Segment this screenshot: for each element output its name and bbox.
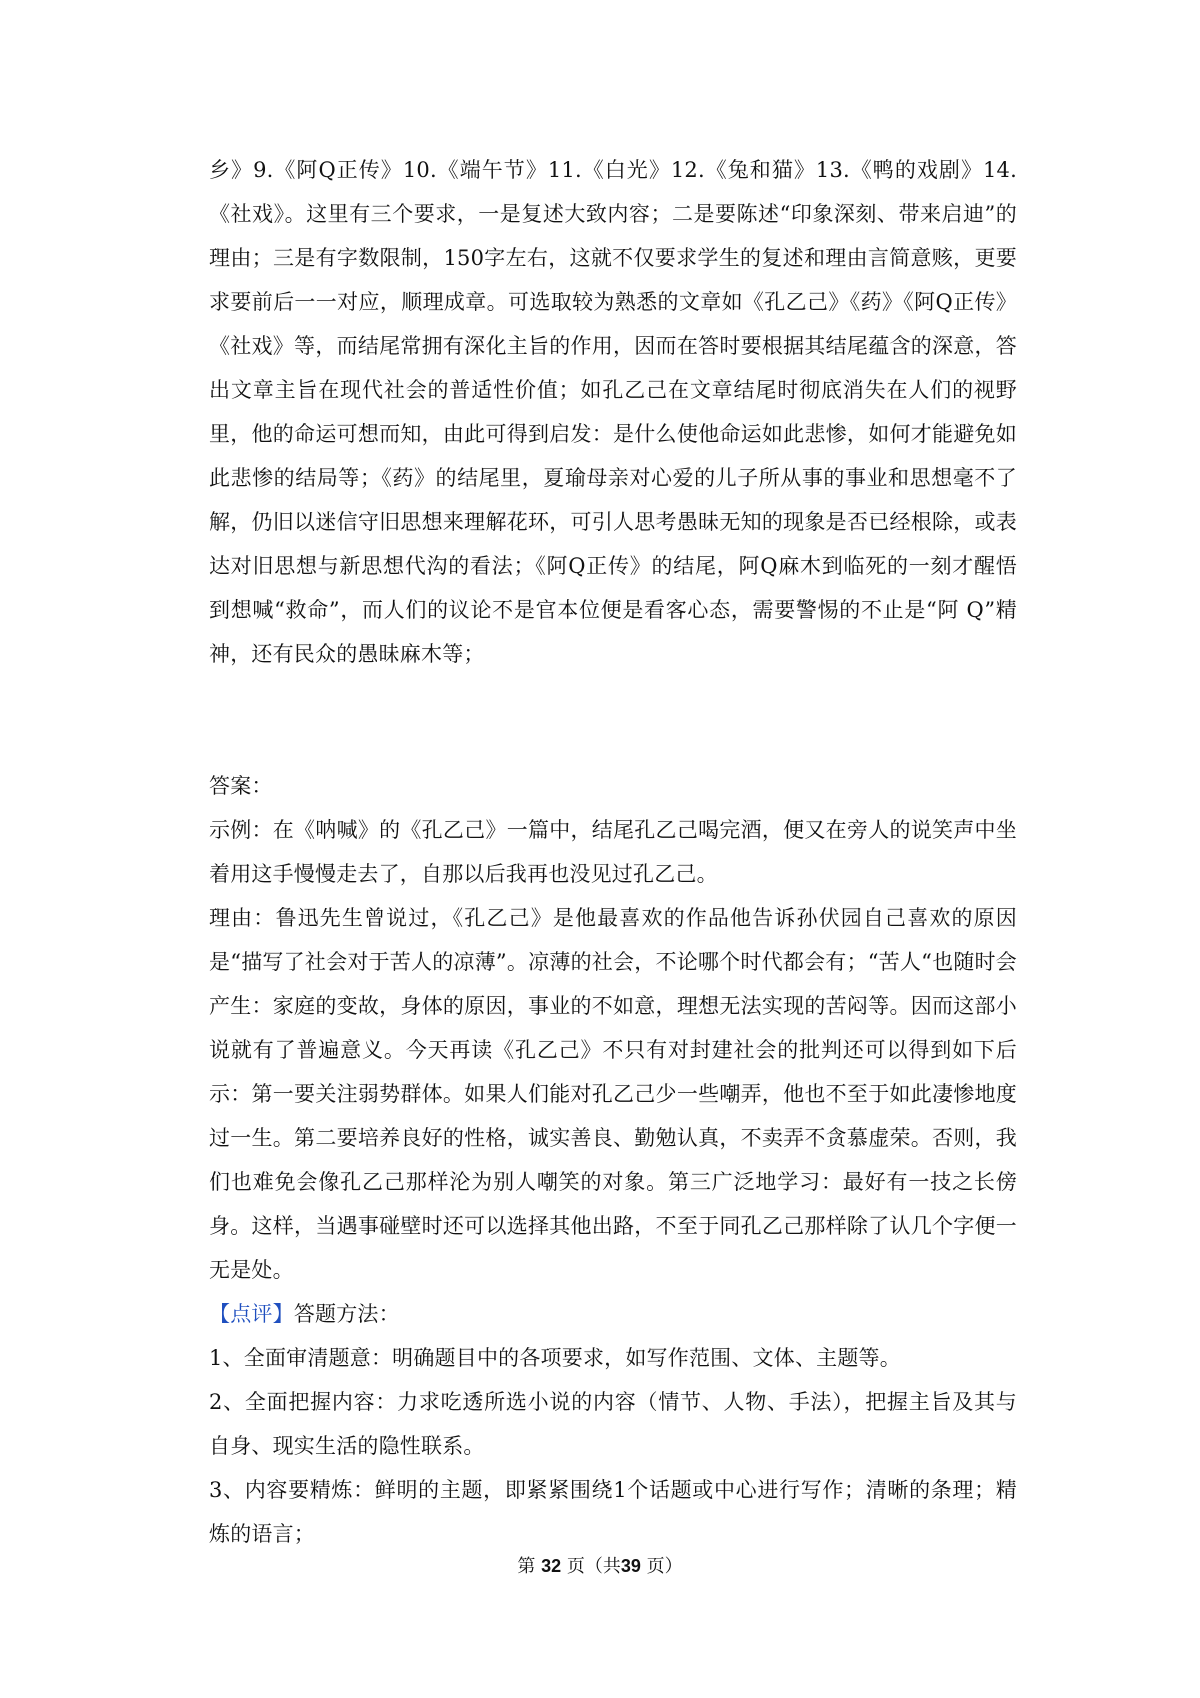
answer-heading: 答案：: [209, 774, 273, 798]
footer-middle: 页（共: [566, 1556, 621, 1577]
page-body: [209, 148, 1017, 1556]
footer-suffix: 页）: [646, 1556, 683, 1577]
review-point: 1、全面审清题意：明确题目中的各项要求，如写作范围、文体、主题等。: [209, 1346, 901, 1370]
answer-example: 示例：在《呐喊》的《孔乙己》一篇中，结尾孔乙己喝完酒，便又在旁人的说笑声中坐着用这手慢慢走去了，自那以后我再也没见过孔乙己。: [209, 818, 1017, 886]
review-tag: 【点评】: [209, 1302, 294, 1326]
page-number: 32: [541, 1556, 562, 1576]
review-heading: [209, 1292, 1017, 1336]
page-footer: [0, 1554, 1200, 1579]
review-point: 3、内容要精炼：鲜明的主题，即紧紧围绕1个话题或中心进行写作；清晰的条理；精炼的语言；: [209, 1478, 1017, 1546]
page-total: 39: [620, 1556, 641, 1576]
footer-prefix: 第: [517, 1556, 536, 1577]
analysis-paragraph: 乡》9.《阿Q正传》10.《端午节》11.《白光》12.《兔和猫》13.《鸭的戏剧》14.《社戏》。这里有三个要求，一是复述大致内容；二是要陈述“印象深刻、带来启迪”的理由；三是有字数限制，150字左右，这就不仅要求学生的复述和理由言简意赅，更要求要前后一一对应，顺理成章。可选取较为熟悉的文章如《孔乙己》《药》《阿Q正传》《社戏》等，而结尾常拥有深化主旨的作用，因而在答时要根据其结尾蕴含的深意，答出文章主旨在现代社会的普适性价值；如孔乙己在文章结尾时彻底消失在人们的视野里，他的命运可想而知，由此可得到启发：是什么使他命运如此悲惨，如何才能避免如此悲惨的结局等；《药》的结尾里，夏瑜母亲对心爱的儿子所从事的事业和思想毫不了解，仍旧以迷信守旧思想来理解花环，可引人思考愚昧无知的现象是否已经根除，或表达对旧思想与新思想代沟的看法；《阿Q正传》的结尾，阿Q麻木到临死的一刻才醒悟到想喊“救命”，而人们的议论不是官本位便是看客心态，需要警惕的不止是“阿 Q”精神，还有民众的愚昧麻木等；: [209, 158, 1017, 666]
review-point: 2、全面把握内容：力求吃透所选小说的内容（情节、人物、手法），把握主旨及其与自身、现实生活的隐性联系。: [209, 1390, 1017, 1458]
section-gap: [209, 676, 1017, 764]
review-intro: 答题方法：: [293, 1302, 400, 1326]
answer-reason: 理由：鲁迅先生曾说过，《孔乙己》是他最喜欢的作品他告诉孙伏园自己喜欢的原因是“描写了社会对于苦人的凉薄”。凉薄的社会，不论哪个时代都会有；“苦人“也随时会产生：家庭的变故，身体的原因，事业的不如意，理想无法实现的苦闷等。因而这部小说就有了普遍意义。今天再读《孔乙己》不只有对封建社会的批判还可以得到如下后示：第一要关注弱势群体。如果人们能对孔乙己少一些嘲弄，他也不至于如此凄惨地度过一生。第二要培养良好的性格，诚实善良、勤勉认真，不卖弄不贪慕虚荣。否则，我们也难免会像孔乙己那样沦为别人嘲笑的对象。第三广泛地学习：最好有一技之长傍身。这样，当遇事碰壁时还可以选择其他出路，不至于同孔乙己那样除了认几个字便一无是处。: [209, 906, 1017, 1282]
